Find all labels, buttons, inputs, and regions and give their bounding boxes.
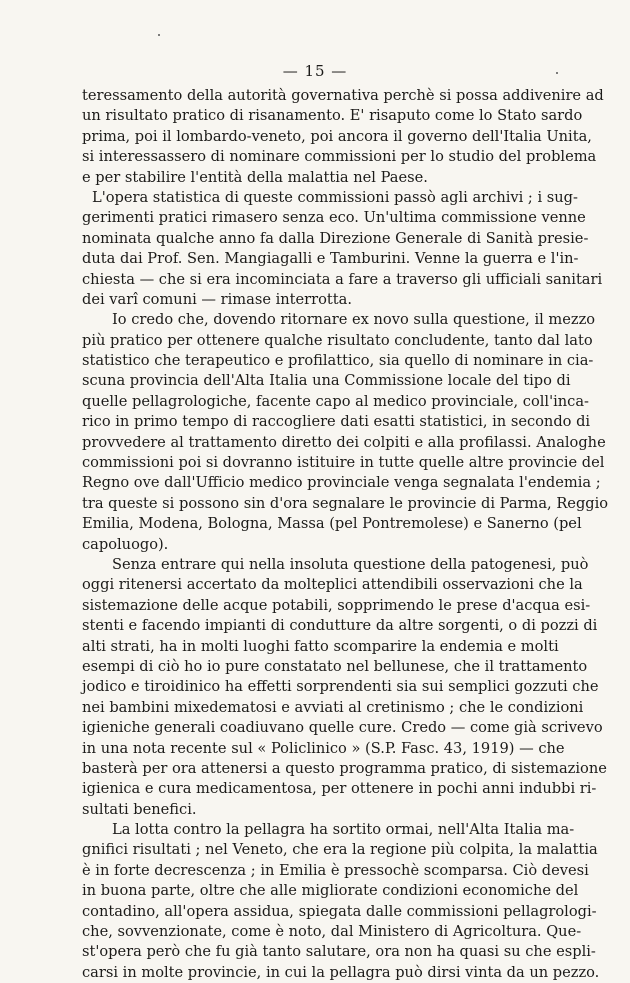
- text-line: Senza entrare qui nella insoluta questione della patogenesi, può: [112, 555, 589, 573]
- text-line: oggi ritenersi accertato da molteplici attendibili osservazioni che la: [82, 576, 583, 594]
- text-line: in una nota recente sul « Policlinico » (S.P. Fasc. 43, 1919) — che: [82, 739, 565, 757]
- text-line: rico in primo tempo di raccogliere dati esatti statistici, in secondo di: [82, 413, 591, 431]
- text-line: si interessassero di nominare commissioni per lo studio del problema: [82, 148, 597, 166]
- text-line: basterà per ora attenersi a questo programma pratico, di sistemazione: [82, 759, 607, 777]
- text-line: sistemazione delle acque potabili, sopprimendo le prese d'acqua esi-: [82, 596, 591, 614]
- text-line: jodico e tiroidinico ha effetti sorprendenti sia sui semplici gozzuti che: [82, 678, 599, 696]
- text-line: e per stabilire l'entità della malattia nel Paese.: [82, 168, 428, 186]
- text-line: gnifici risultati ; nel Veneto, che era la regione più colpita, la malattia: [82, 841, 598, 859]
- text-line: Emilia, Modena, Bologna, Massa (pel Pontremolese) e Sanerno (pel: [82, 515, 582, 533]
- text-line: gerimenti pratici rimasero senza eco. Un'ultima commissione venne: [82, 209, 586, 227]
- text-line: che, sovvenzionate, come è noto, dal Ministero di Agricoltura. Que-: [82, 923, 582, 941]
- text-line: scuna provincia dell'Alta Italia una Commissione locale del tipo di: [82, 372, 571, 390]
- paper-speck: [556, 72, 558, 74]
- text-line: La lotta contro la pellagra ha sortito ormai, nell'Alta Italia ma-: [112, 821, 575, 839]
- text-line: alti strati, ha in molti luoghi fatto scomparire la endemia e molti: [82, 637, 559, 655]
- text-line: statistico che terapeutico e profilattico, sia quello di nominare in cia-: [82, 352, 594, 370]
- text-line: igienica e cura medicamentosa, per ottenere in pochi anni indubbi ri-: [82, 780, 597, 798]
- text-line: teressamento della autorità governativa perchè si possa addivenire ad: [82, 87, 604, 104]
- text-line: commissioni poi si dovranno istituire in tutte quelle altre provincie del: [82, 454, 605, 472]
- text-line: più pratico per ottenere qualche risultato concludente, tanto dal lato: [82, 331, 593, 349]
- text-line: prima, poi il lombardo-veneto, poi ancora il governo dell'Italia Unita,: [82, 127, 592, 145]
- text-line: quelle pellagrologiche, facente capo al medico provinciale, coll'inca-: [82, 392, 589, 410]
- text-line: tra queste si possono sin d'ora segnalare le provincie di Parma, Reggio: [82, 494, 609, 512]
- text-line: duta dai Prof. Sen. Mangiagalli e Tamburini. Venne la guerra e l'in-: [82, 250, 579, 268]
- page-number: — 15 —: [282, 62, 348, 80]
- text-line: chiesta — che si era incominciata a fare a traverso gli ufficiali sanitari: [82, 270, 603, 288]
- paragraph: [82, 188, 603, 310]
- text-line: st'opera però che fu già tanto salutare, ora non ha quasi su che espli-: [82, 943, 596, 961]
- body-text: [82, 86, 609, 983]
- text-line: esempi di ciò ho io pure constatato nel bellunese, che il trattamento: [82, 657, 588, 675]
- text-line: Regno ove dall'Ufficio medico provinciale venga segnalata l'endemia ;: [82, 474, 601, 492]
- text-line: sultati benefici.: [82, 800, 197, 818]
- text-line: carsi in molte provincie, in cui la pellagra può dirsi vinta da un pezzo.: [82, 963, 600, 981]
- paragraph: [82, 555, 607, 820]
- text-line: un risultato pratico di risanamento. E' risaputo come lo Stato sardo: [82, 107, 583, 125]
- text-line: è in forte decrescenza ; in Emilia è pressochè scomparsa. Ciò devesi: [82, 861, 589, 879]
- paper-speck: [158, 34, 160, 36]
- text-line: contadino, all'opera assidua, spiegata dalle commissioni pellagrologi-: [82, 902, 597, 920]
- text-line: nei bambini mixedematosi e avviati al cretinismo ; che le condizioni: [82, 698, 584, 716]
- text-line: dei varî comuni — rimase interrotta.: [82, 290, 352, 308]
- text-line: stenti e facendo impianti di condutture da altre sorgenti, o di pozzi di: [82, 617, 598, 635]
- text-line: nominata qualche anno fa dalla Direzione Generale di Sanità presie-: [82, 229, 589, 247]
- text-line: in buona parte, oltre che alle migliorate condizioni economiche del: [82, 882, 579, 900]
- text-line: igieniche generali coadiuvano quelle cure. Credo — come già scrivevo: [82, 719, 603, 737]
- paragraph: [82, 310, 609, 555]
- text-line: capoluogo).: [82, 535, 169, 553]
- paragraph: [82, 86, 604, 188]
- paragraph: [82, 820, 600, 983]
- text-line: Io credo che, dovendo ritornare ex novo sulla questione, il mezzo: [112, 311, 596, 329]
- text-line: provvedere al trattamento diretto dei colpiti e alla profilassi. Analoghe: [82, 433, 606, 451]
- text-line: L'opera statistica di queste commissioni passò agli archivi ; i sug-: [92, 188, 578, 206]
